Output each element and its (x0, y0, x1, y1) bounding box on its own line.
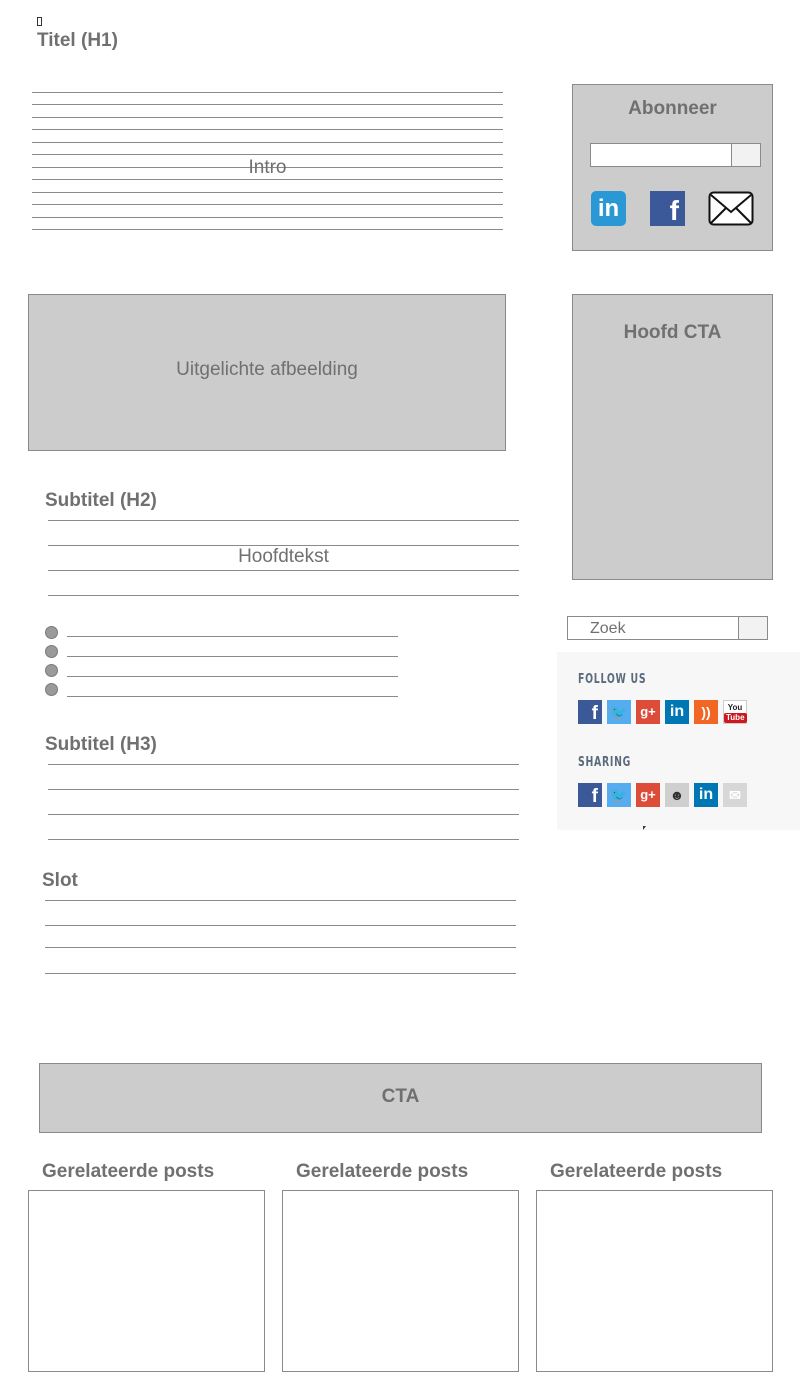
linkedin-icon[interactable]: in (665, 700, 689, 724)
facebook-icon[interactable]: f (578, 700, 602, 724)
related-post-title: Gerelateerde posts (42, 1161, 215, 1182)
linkedin-icon[interactable]: in (591, 191, 626, 226)
related-post-title: Gerelateerde posts (296, 1161, 469, 1182)
mail-icon[interactable] (708, 191, 754, 226)
cta-label: CTA (381, 1086, 420, 1107)
sharing-heading: SHARING (578, 755, 632, 770)
social-widget (557, 652, 800, 830)
google-plus-share-icon[interactable]: g+ (636, 783, 660, 807)
subtitle-h3: Subtitel (H3) (45, 734, 157, 755)
facebook-icon[interactable]: f (650, 191, 685, 226)
cursor-icon (643, 826, 646, 830)
related-post-title: Gerelateerde posts (550, 1161, 723, 1182)
related-post-card[interactable] (282, 1190, 519, 1372)
facebook-share-icon[interactable]: f (578, 783, 602, 807)
subtitle-h2: Subtitel (H2) (45, 490, 157, 511)
body-text-block (48, 518, 519, 598)
intro-label: Intro (248, 157, 287, 178)
related-post-card[interactable] (28, 1190, 265, 1372)
page-icon-glyph (37, 17, 42, 26)
linkedin-share-icon[interactable]: in (694, 783, 718, 807)
related-post-card[interactable] (536, 1190, 773, 1372)
email-share-icon[interactable]: ✉ (723, 783, 747, 807)
intro-block (32, 90, 503, 235)
page-title: Titel (H1) (37, 30, 118, 51)
featured-image-label: Uitgelichte afbeelding (176, 359, 358, 380)
cta-button[interactable] (39, 1063, 762, 1133)
youtube-icon[interactable]: You Tube (723, 700, 747, 724)
twitter-share-icon[interactable]: 🐦 (607, 783, 631, 807)
google-plus-icon[interactable]: g+ (636, 700, 660, 724)
search-button[interactable] (738, 616, 768, 640)
subscribe-title: Abonneer (628, 98, 717, 119)
follow-us-heading: FOLLOW US (578, 672, 647, 687)
subscribe-submit-button[interactable] (731, 143, 761, 167)
main-cta-box[interactable] (572, 294, 773, 580)
main-cta-label: Hoofd CTA (623, 322, 722, 343)
body-text-label: Hoofdtekst (219, 546, 349, 568)
h3-text-block (48, 762, 519, 842)
featured-image-placeholder (28, 294, 506, 451)
bullet-list (45, 624, 405, 704)
subscribe-box (572, 84, 773, 251)
subscribe-email-input[interactable] (590, 143, 732, 167)
closing-heading: Slot (42, 870, 78, 891)
twitter-icon[interactable]: 🐦 (607, 700, 631, 724)
closing-text-block (45, 898, 516, 978)
search-input[interactable] (567, 616, 739, 640)
reddit-icon[interactable]: ☻ (665, 783, 689, 807)
rss-icon[interactable]: )) (694, 700, 718, 724)
search-input-text: Zoek (590, 620, 626, 637)
